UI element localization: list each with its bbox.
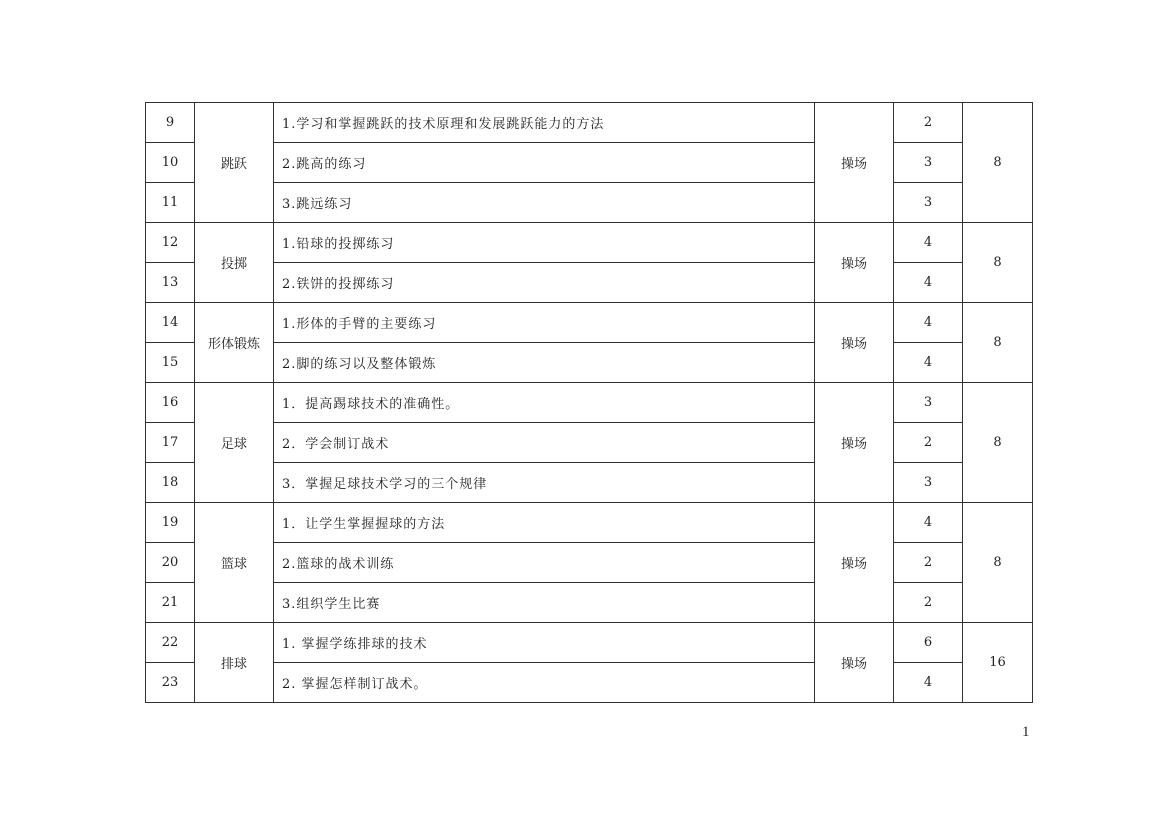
venue-cell: 操场 — [815, 383, 894, 503]
lesson-number: 20 — [146, 543, 195, 583]
hours-cell: 4 — [894, 503, 963, 543]
content-cell: 1.学习和掌握跳跃的技术原理和发展跳跃能力的方法 — [274, 103, 815, 143]
table-row — [146, 463, 1033, 503]
hours-cell: 4 — [894, 303, 963, 343]
content-cell: 3．掌握足球技术学习的三个规律 — [274, 463, 815, 503]
venue-cell: 操场 — [815, 103, 894, 223]
hours-cell: 6 — [894, 623, 963, 663]
topic-cell: 跳跃 — [195, 103, 274, 223]
table-row — [146, 543, 1033, 583]
content-cell: 3.组织学生比赛 — [274, 583, 815, 623]
content-cell: 2.脚的练习以及整体锻炼 — [274, 343, 815, 383]
venue-cell: 操场 — [815, 303, 894, 383]
content-cell: 2.铁饼的投掷练习 — [274, 263, 815, 303]
hours-cell: 3 — [894, 143, 963, 183]
hours-cell: 4 — [894, 263, 963, 303]
table-row — [146, 303, 1033, 343]
schedule-table — [145, 102, 1033, 703]
lesson-number: 16 — [146, 383, 195, 423]
content-cell: 1．提高踢球技术的准确性。 — [274, 383, 815, 423]
lesson-number: 19 — [146, 503, 195, 543]
topic-cell: 足球 — [195, 383, 274, 503]
lesson-number: 15 — [146, 343, 195, 383]
topic-cell: 排球 — [195, 623, 274, 703]
table-row — [146, 663, 1033, 703]
total-hours-cell: 16 — [963, 623, 1033, 703]
lesson-number: 18 — [146, 463, 195, 503]
lesson-number: 22 — [146, 623, 195, 663]
table-row — [146, 423, 1033, 463]
hours-cell: 2 — [894, 103, 963, 143]
hours-cell: 3 — [894, 383, 963, 423]
content-cell: 2．学会制订战术 — [274, 423, 815, 463]
hours-cell: 3 — [894, 183, 963, 223]
hours-cell: 4 — [894, 663, 963, 703]
content-cell: 1.铅球的投掷练习 — [274, 223, 815, 263]
content-cell: 2. 掌握怎样制订战术。 — [274, 663, 815, 703]
hours-cell: 2 — [894, 583, 963, 623]
content-cell: 1．让学生掌握握球的方法 — [274, 503, 815, 543]
total-hours-cell: 8 — [963, 503, 1033, 623]
venue-cell: 操场 — [815, 223, 894, 303]
content-cell: 1. 掌握学练排球的技术 — [274, 623, 815, 663]
hours-cell: 3 — [894, 463, 963, 503]
lesson-number: 17 — [146, 423, 195, 463]
table-row — [146, 103, 1033, 143]
page-number: 1 — [1022, 724, 1030, 740]
content-cell: 2.跳高的练习 — [274, 143, 815, 183]
total-hours-cell: 8 — [963, 223, 1033, 303]
lesson-number: 21 — [146, 583, 195, 623]
schedule-body — [146, 103, 1033, 703]
lesson-number: 11 — [146, 183, 195, 223]
topic-cell: 形体锻炼 — [195, 303, 274, 383]
total-hours-cell: 8 — [963, 103, 1033, 223]
hours-cell: 4 — [894, 223, 963, 263]
table-row — [146, 343, 1033, 383]
venue-cell: 操场 — [815, 623, 894, 703]
lesson-number: 13 — [146, 263, 195, 303]
content-cell: 1.形体的手臂的主要练习 — [274, 303, 815, 343]
table-row — [146, 583, 1033, 623]
total-hours-cell: 8 — [963, 303, 1033, 383]
table-row — [146, 183, 1033, 223]
lesson-number: 9 — [146, 103, 195, 143]
content-cell: 2.篮球的战术训练 — [274, 543, 815, 583]
lesson-number: 10 — [146, 143, 195, 183]
topic-cell: 篮球 — [195, 503, 274, 623]
table-row — [146, 623, 1033, 663]
total-hours-cell: 8 — [963, 383, 1033, 503]
table-row — [146, 503, 1033, 543]
hours-cell: 2 — [894, 423, 963, 463]
venue-cell: 操场 — [815, 503, 894, 623]
table-row — [146, 263, 1033, 303]
table-row — [146, 143, 1033, 183]
hours-cell: 4 — [894, 343, 963, 383]
content-cell: 3.跳远练习 — [274, 183, 815, 223]
table-row — [146, 383, 1033, 423]
lesson-number: 14 — [146, 303, 195, 343]
lesson-number: 12 — [146, 223, 195, 263]
lesson-number: 23 — [146, 663, 195, 703]
table-row — [146, 223, 1033, 263]
hours-cell: 2 — [894, 543, 963, 583]
topic-cell: 投掷 — [195, 223, 274, 303]
